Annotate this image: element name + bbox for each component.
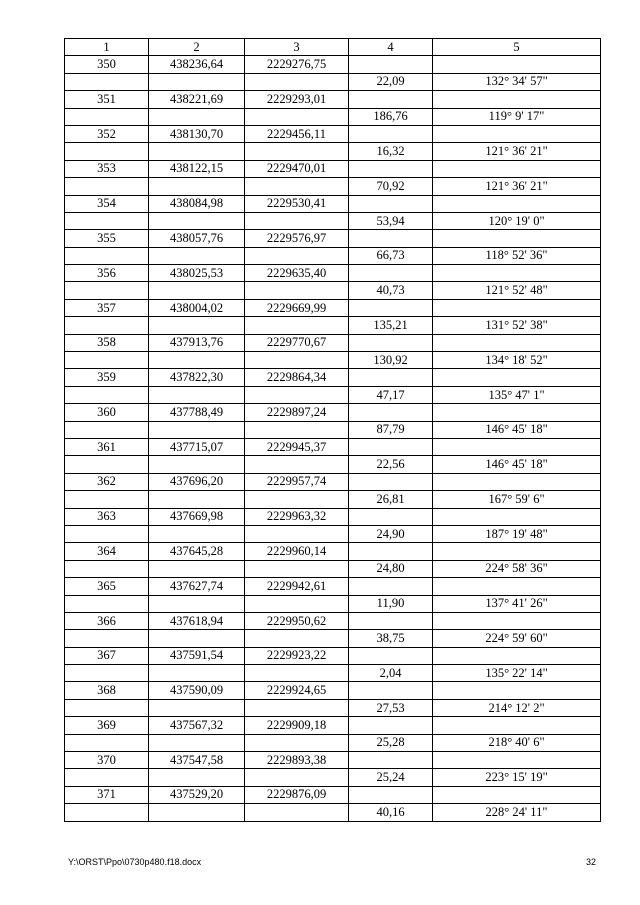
table-cell (349, 56, 433, 73)
table-cell (65, 108, 149, 125)
table-cell: 121° 52' 48" (433, 282, 601, 299)
table-cell (349, 786, 433, 803)
table-row (65, 212, 601, 229)
table-cell (349, 682, 433, 699)
table-cell (349, 752, 433, 769)
table-cell (433, 786, 601, 803)
table-cell (65, 247, 149, 264)
table-cell (245, 386, 349, 403)
table-cell: 438122,15 (149, 160, 245, 177)
table-cell: 2229923,22 (245, 647, 349, 664)
table-cell: 2229635,40 (245, 265, 349, 282)
table-row (65, 56, 601, 73)
table-cell: 2229924,65 (245, 682, 349, 699)
table-row (65, 125, 601, 142)
table-cell: 358 (65, 334, 149, 351)
table-row (65, 752, 601, 769)
table-row (65, 438, 601, 455)
table-cell (433, 438, 601, 455)
table-cell: 368 (65, 682, 149, 699)
table-row (65, 143, 601, 160)
table-cell: 365 (65, 578, 149, 595)
table-cell: 66,73 (349, 247, 433, 264)
table-cell (349, 369, 433, 386)
table-row (65, 456, 601, 473)
table-row (65, 247, 601, 264)
table-cell: 2229942,61 (245, 578, 349, 595)
table-row (65, 525, 601, 542)
table-cell (433, 125, 601, 142)
footer-file-path: Y:\ORST\Ppo\0730p480.f18.docx (68, 857, 202, 867)
table-cell: 351 (65, 91, 149, 108)
table-cell (65, 525, 149, 542)
table-cell: 437645,28 (149, 543, 245, 560)
table-cell (433, 369, 601, 386)
table-cell (65, 630, 149, 647)
table-cell: 146° 45' 18" (433, 456, 601, 473)
table-cell (433, 508, 601, 525)
table-cell (149, 178, 245, 195)
table-header-row (65, 39, 601, 56)
table-row (65, 595, 601, 612)
table-cell: 119° 9' 17" (433, 108, 601, 125)
table-cell: 214° 12' 2" (433, 699, 601, 716)
table-cell (149, 421, 245, 438)
column-header: 3 (245, 39, 349, 56)
table-row (65, 178, 601, 195)
table-cell: 2229576,97 (245, 230, 349, 247)
table-cell (245, 143, 349, 160)
table-cell: 437590,09 (149, 682, 245, 699)
table-cell: 228° 24' 11" (433, 804, 601, 821)
table-cell (433, 160, 601, 177)
table-cell: 2229945,37 (245, 438, 349, 455)
table-cell (149, 560, 245, 577)
table-cell: 437547,58 (149, 752, 245, 769)
table-cell (433, 752, 601, 769)
table-cell: 135° 47' 1" (433, 386, 601, 403)
table-cell (149, 317, 245, 334)
table-cell: 2229963,32 (245, 508, 349, 525)
table-row (65, 230, 601, 247)
table-cell: 359 (65, 369, 149, 386)
table-cell (65, 178, 149, 195)
table-cell (349, 160, 433, 177)
table-cell: 40,16 (349, 804, 433, 821)
table-cell (245, 560, 349, 577)
table-cell (149, 386, 245, 403)
table-cell: 2229530,41 (245, 195, 349, 212)
table-cell: 2229893,38 (245, 752, 349, 769)
table-cell (149, 143, 245, 160)
table-row (65, 317, 601, 334)
table-cell (65, 665, 149, 682)
table-cell: 223° 15' 19" (433, 769, 601, 786)
table-cell (65, 73, 149, 90)
table-cell: 437591,54 (149, 647, 245, 664)
table-cell (349, 717, 433, 734)
table-cell: 22,09 (349, 73, 433, 90)
table-cell (245, 665, 349, 682)
table-cell (149, 734, 245, 751)
table-cell (433, 195, 601, 212)
table-row (65, 386, 601, 403)
table-cell (149, 769, 245, 786)
table-cell: 27,53 (349, 699, 433, 716)
table-cell: 355 (65, 230, 149, 247)
table-cell (245, 108, 349, 125)
table-row (65, 804, 601, 821)
table-cell (245, 317, 349, 334)
table-cell: 438084,98 (149, 195, 245, 212)
table-cell (65, 421, 149, 438)
table-cell (245, 804, 349, 821)
table-row (65, 699, 601, 716)
table-row (65, 160, 601, 177)
column-header: 2 (149, 39, 245, 56)
table-cell: 370 (65, 752, 149, 769)
table-row (65, 508, 601, 525)
table-cell (149, 699, 245, 716)
table-cell: 371 (65, 786, 149, 803)
table-cell: 131° 52' 38" (433, 317, 601, 334)
table-cell: 2229864,34 (245, 369, 349, 386)
table-row (65, 421, 601, 438)
table-cell (65, 491, 149, 508)
table-cell: 2229960,14 (245, 543, 349, 560)
table-cell (245, 491, 349, 508)
table-cell (433, 473, 601, 490)
table-cell (433, 299, 601, 316)
table-cell (149, 525, 245, 542)
table-cell: 437618,94 (149, 612, 245, 629)
table-row (65, 282, 601, 299)
table-body (65, 56, 601, 821)
table-cell: 120° 19' 0" (433, 212, 601, 229)
table-cell: 70,92 (349, 178, 433, 195)
table-row (65, 352, 601, 369)
table-cell (245, 421, 349, 438)
table-cell (149, 595, 245, 612)
table-cell (149, 73, 245, 90)
table-cell: 135° 22' 14" (433, 665, 601, 682)
table-cell: 364 (65, 543, 149, 560)
table-cell: 137° 41' 26" (433, 595, 601, 612)
table-cell (349, 612, 433, 629)
table-cell: 2229470,01 (245, 160, 349, 177)
table-cell (433, 612, 601, 629)
table-cell (65, 212, 149, 229)
table-cell (65, 282, 149, 299)
table-cell (149, 282, 245, 299)
table-cell: 2229897,24 (245, 404, 349, 421)
table-cell: 357 (65, 299, 149, 316)
table-cell (433, 230, 601, 247)
table-cell (149, 212, 245, 229)
table-cell (245, 178, 349, 195)
table-cell (149, 491, 245, 508)
table-cell: 437696,20 (149, 473, 245, 490)
table-cell (149, 247, 245, 264)
table-cell (349, 195, 433, 212)
table-cell: 354 (65, 195, 149, 212)
table-row (65, 195, 601, 212)
table-cell: 2229293,01 (245, 91, 349, 108)
table-cell (245, 282, 349, 299)
table-cell (349, 404, 433, 421)
table-cell (149, 108, 245, 125)
table-row (65, 473, 601, 490)
table-cell (433, 543, 601, 560)
table-cell (245, 699, 349, 716)
table-cell: 134° 18' 52" (433, 352, 601, 369)
table-row (65, 769, 601, 786)
table-cell (149, 352, 245, 369)
table-cell: 369 (65, 717, 149, 734)
table-row (65, 334, 601, 351)
table-row (65, 369, 601, 386)
table-cell: 356 (65, 265, 149, 282)
table-cell (245, 73, 349, 90)
table-cell (149, 456, 245, 473)
table-cell: 40,73 (349, 282, 433, 299)
table-cell (65, 769, 149, 786)
table-cell: 2229957,74 (245, 473, 349, 490)
table-cell: 2229669,99 (245, 299, 349, 316)
table-cell: 2,04 (349, 665, 433, 682)
column-header: 1 (65, 39, 149, 56)
table-row (65, 665, 601, 682)
table-cell: 366 (65, 612, 149, 629)
table-row (65, 299, 601, 316)
table-cell (433, 91, 601, 108)
table-cell: 363 (65, 508, 149, 525)
table-cell: 146° 45' 18" (433, 421, 601, 438)
table-cell: 437913,76 (149, 334, 245, 351)
table-cell (349, 543, 433, 560)
table-cell: 24,90 (349, 525, 433, 542)
table-cell (349, 265, 433, 282)
table-cell: 22,56 (349, 456, 433, 473)
table-cell: 352 (65, 125, 149, 142)
table-cell: 350 (65, 56, 149, 73)
table-cell (433, 265, 601, 282)
table-cell: 135,21 (349, 317, 433, 334)
table-row (65, 734, 601, 751)
table-cell (433, 682, 601, 699)
table-cell: 361 (65, 438, 149, 455)
table-cell (349, 473, 433, 490)
table-cell: 367 (65, 647, 149, 664)
table-cell: 132° 34' 57" (433, 73, 601, 90)
table-cell: 2229876,09 (245, 786, 349, 803)
table-cell: 2229909,18 (245, 717, 349, 734)
table-cell (433, 334, 601, 351)
table-cell: 53,94 (349, 212, 433, 229)
table-cell (349, 299, 433, 316)
table-cell: 353 (65, 160, 149, 177)
table-cell (65, 734, 149, 751)
table-cell: 47,17 (349, 386, 433, 403)
table-cell (245, 525, 349, 542)
table-cell: 218° 40' 6" (433, 734, 601, 751)
table-cell (433, 404, 601, 421)
table-cell (245, 247, 349, 264)
table-row (65, 647, 601, 664)
table-row (65, 404, 601, 421)
table-cell: 438130,70 (149, 125, 245, 142)
table-cell: 438221,69 (149, 91, 245, 108)
table-cell (65, 386, 149, 403)
table-cell (65, 699, 149, 716)
table-cell: 186,76 (349, 108, 433, 125)
table-cell: 2229950,62 (245, 612, 349, 629)
table-cell: 130,92 (349, 352, 433, 369)
table-cell (65, 456, 149, 473)
table-cell: 438057,76 (149, 230, 245, 247)
table-row (65, 717, 601, 734)
table-cell (149, 630, 245, 647)
table-cell: 437715,07 (149, 438, 245, 455)
table-row (65, 682, 601, 699)
table-cell (245, 352, 349, 369)
table-cell: 2229456,11 (245, 125, 349, 142)
table-cell (433, 578, 601, 595)
table-cell: 224° 58' 36" (433, 560, 601, 577)
table-row (65, 612, 601, 629)
table-cell: 38,75 (349, 630, 433, 647)
table-row (65, 91, 601, 108)
table-cell: 118° 52' 36" (433, 247, 601, 264)
table-cell: 25,24 (349, 769, 433, 786)
table-row (65, 108, 601, 125)
table-cell: 362 (65, 473, 149, 490)
table-cell: 2229770,67 (245, 334, 349, 351)
table-cell: 437788,49 (149, 404, 245, 421)
table-cell: 437529,20 (149, 786, 245, 803)
table-cell (65, 804, 149, 821)
table-cell (349, 125, 433, 142)
table-cell (65, 595, 149, 612)
table-cell (65, 143, 149, 160)
table-row (65, 491, 601, 508)
table-cell: 11,90 (349, 595, 433, 612)
table-cell (245, 212, 349, 229)
table-cell: 25,28 (349, 734, 433, 751)
table-cell: 2229276,75 (245, 56, 349, 73)
table-cell (433, 717, 601, 734)
table-cell: 437822,30 (149, 369, 245, 386)
table-cell (245, 769, 349, 786)
table-cell (349, 438, 433, 455)
table-row (65, 578, 601, 595)
table-cell (65, 560, 149, 577)
table-row (65, 630, 601, 647)
table-cell (433, 56, 601, 73)
table-cell (349, 578, 433, 595)
table-row (65, 786, 601, 803)
table-cell: 16,32 (349, 143, 433, 160)
coordinates-table (64, 38, 601, 822)
table-cell: 438004,02 (149, 299, 245, 316)
table-cell: 121° 36' 21" (433, 178, 601, 195)
table-cell (433, 647, 601, 664)
table-cell: 438025,53 (149, 265, 245, 282)
table-cell (245, 734, 349, 751)
table-cell: 438236,64 (149, 56, 245, 73)
table-cell: 224° 59' 60" (433, 630, 601, 647)
table-cell: 187° 19' 48" (433, 525, 601, 542)
table-cell (349, 508, 433, 525)
table-cell (65, 352, 149, 369)
table-cell (349, 91, 433, 108)
table-cell (245, 630, 349, 647)
table-cell (349, 230, 433, 247)
table-cell: 437567,32 (149, 717, 245, 734)
table-cell (149, 665, 245, 682)
table-cell: 26,81 (349, 491, 433, 508)
table-cell: 167° 59' 6" (433, 491, 601, 508)
table-cell: 24,80 (349, 560, 433, 577)
table-cell (245, 456, 349, 473)
table-cell (149, 804, 245, 821)
table-cell (349, 647, 433, 664)
table-row (65, 265, 601, 282)
table-row (65, 543, 601, 560)
column-header: 5 (433, 39, 601, 56)
table-cell: 87,79 (349, 421, 433, 438)
column-header: 4 (349, 39, 433, 56)
table-cell (65, 317, 149, 334)
table-row (65, 560, 601, 577)
table-cell (349, 334, 433, 351)
table-cell: 437669,98 (149, 508, 245, 525)
table-cell: 437627,74 (149, 578, 245, 595)
page-number: 32 (585, 857, 596, 867)
table-cell: 360 (65, 404, 149, 421)
table-cell (245, 595, 349, 612)
table-row (65, 73, 601, 90)
table-cell: 121° 36' 21" (433, 143, 601, 160)
